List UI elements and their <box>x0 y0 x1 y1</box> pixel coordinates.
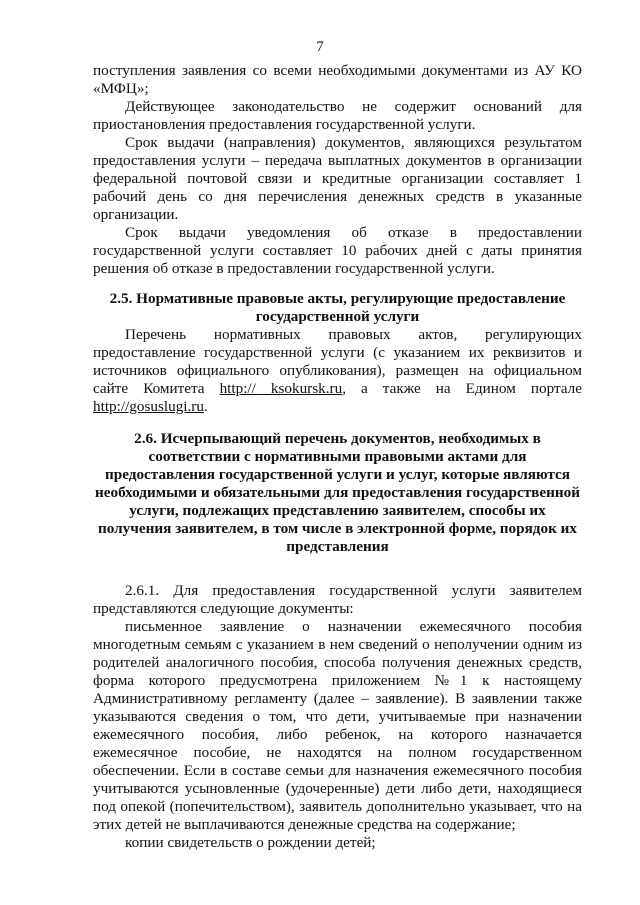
paragraph: Срок выдачи (направления) документов, являющихся результатом предоставления услуги – передача выплатных документов в организации федеральной почтовой связи и кредитные организации составляет 1 рабочий день со дня перечисления денежных средств в указанные организации. <box>93 134 582 223</box>
section-heading: 2.5. Нормативные правовые акты, регулирующие предоставление государственной услуги <box>109 290 566 325</box>
paragraph: поступления заявления со всеми необходимыми документами из АУ КО «МФЦ»; <box>93 62 582 97</box>
text-span: Перечень нормативных правовых актов, регулирующих предоставление государственной услуги (с указанием их реквизитов и источников официального опубликования), размещен на официальном сайте Комитета <box>93 326 582 397</box>
page-number: 7 <box>316 39 324 55</box>
section-2-5 <box>93 290 582 416</box>
paragraph: Срок выдачи уведомления об отказе в предоставлении государственной услуги составляет 10 рабочих дней с даты принятия решения об отказе в предоставлении государственной услуги. <box>93 224 582 277</box>
paragraph: 2.6.1. Для предоставления государственной услуги заявителем представляются следующие документы: <box>93 582 582 617</box>
text-span: . <box>203 398 208 415</box>
gosuslugi-link[interactable]: http://gosuslugi.ru <box>93 398 204 415</box>
ksokursk-link[interactable]: http:// ksokursk.ru <box>219 380 343 397</box>
section-2-6 <box>93 430 582 556</box>
paragraph: письменное заявление о назначении ежемесячного пособия многодетным семьям с указанием в нем сведений о неполучении одним из родителей аналогичного пособия, способа получения денежных средств, форма которого предусмотрена приложением №1 к настоящему Административному регламенту (далее – заявление). В заявлении также указываются сведения о том, что дети, учитываемые при назначении ежемесячного пособия, либо ребенок, на которого назначается ежемесячное пособие, не находятся на полном государственном обеспечении. Если в составе семьи для назначения ежемесячного пособия учитываются усыновленные (удочеренные) дети либо дети, находящиеся под опекой (попечительством), заявитель дополнительно указывает, что на этих детей не выплачиваются денежные средства на содержание; <box>93 618 582 833</box>
intro-block <box>93 62 582 278</box>
paragraph: копии свидетельств о рождении детей; <box>125 834 376 851</box>
paragraph: Действующее законодательство не содержит оснований для приостановления предоставления государственной услуги. <box>93 98 582 133</box>
section-2-6-1 <box>93 582 582 852</box>
text-span: , а также на Едином портале <box>342 380 582 397</box>
paragraph <box>93 326 582 416</box>
section-heading: 2.6. Исчерпывающий перечень документов, необходимых в соответствии с нормативными правовыми актами для предоставления государственной услуги и услуг, которые являются необходимыми и обязательными для предоставления государственной услуги, подлежащих представлению заявителем, способы их получения заявителем, в том числе в электронной форме, порядок их представления <box>95 430 580 555</box>
